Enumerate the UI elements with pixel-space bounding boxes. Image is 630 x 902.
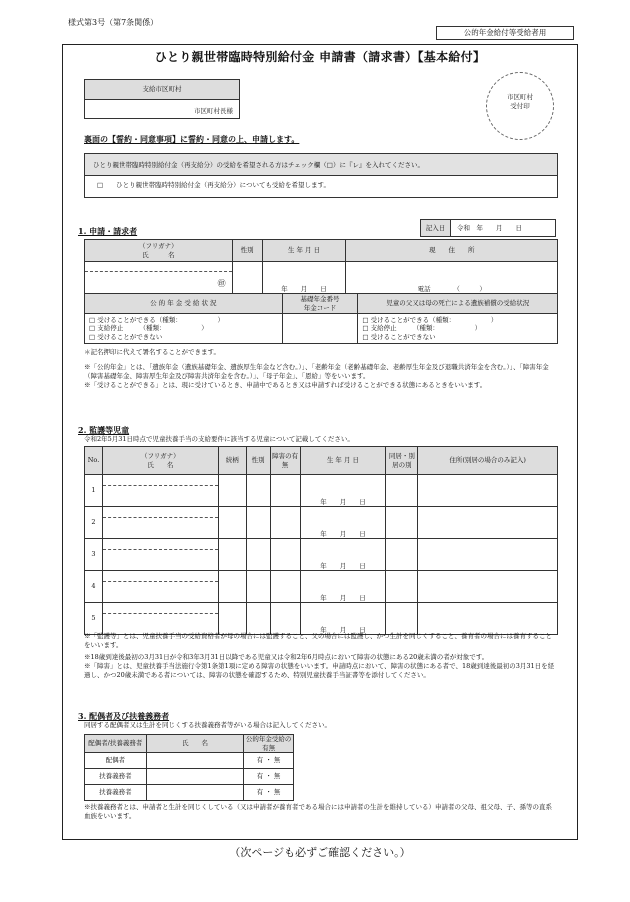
- family-name-field[interactable]: [146, 753, 244, 769]
- pension-table: [84, 293, 558, 344]
- pension-option-2[interactable]: □ 支給停止 （種類： ）: [89, 324, 208, 333]
- child-birthdate-field[interactable]: 年 月 日: [300, 507, 386, 539]
- pension-option-3[interactable]: □ 受けることができない: [89, 332, 163, 341]
- child-name-field[interactable]: [102, 603, 218, 635]
- family-name-field[interactable]: [146, 769, 244, 785]
- applicant-gender-field[interactable]: [232, 262, 262, 294]
- section1-notes: ＊記名押印に代えて署名することができます。 ※「公的年金」とは、「遺族年金（遺族基礎年金、遺族厚生年金など含む。）」、「老齢年金（老齢基礎年金、老齢厚生年金及び退職共済年金を含む。）」、「障害年金（障害基礎年金、障害厚生年金及び障害共済年金を含む。）」、「母子年金」、「恩給」等をいいます。 ※「受けることができる」とは、現に受けているとき、申請中であるとき又は申請すれば受けることができる状態にあるときをいいます。: [84, 348, 549, 390]
- yes-no-toggle[interactable]: 有 ・ 無: [244, 753, 294, 769]
- child-name-field[interactable]: [102, 539, 218, 571]
- form-title: ひとり親世帯臨時特別給付金 申請書（請求書）【基本給付】: [154, 50, 486, 64]
- applicant-name-field[interactable]: [85, 262, 233, 294]
- name-header: （フリガナ） 氏 名: [85, 240, 233, 262]
- municipality-label: 支給市区町村: [85, 80, 239, 100]
- bereaved-option-2[interactable]: □ 支給停止 （種類： ）: [362, 324, 482, 333]
- resupply-instruction: ひとり親世帯臨時特別給付金（再支給分）の受給を希望される方はチェック欄（□）に『レ』を入れてください。: [85, 154, 557, 176]
- yes-no-toggle[interactable]: 有 ・ 無: [244, 769, 294, 785]
- child-address-header: 住所(別居の場合のみ記入): [418, 447, 558, 475]
- table-row: 5 年 月 日: [85, 603, 558, 635]
- table-row: 3 年 月 日: [85, 539, 558, 571]
- entry-date-label: 記入日: [421, 220, 451, 236]
- table-row: 扶養義務者 有 ・ 無: [85, 785, 294, 801]
- bereaved-option-1[interactable]: □ 受けることができる（種類： ）: [362, 316, 498, 325]
- pledge-text: 裏面の【誓約・同意事項】に誓約・同意の上、申請します。: [84, 134, 300, 144]
- birthdate-header: 生 年 月 日: [262, 240, 346, 262]
- resupply-box: [84, 153, 558, 198]
- child-birthdate-header: 生 年 月 日: [300, 447, 386, 475]
- disability-header: 障害の有無: [270, 447, 300, 475]
- table-row: 2 年 月 日: [85, 507, 558, 539]
- applicant-address-field[interactable]: [346, 262, 558, 294]
- no-header: No.: [85, 447, 103, 475]
- cohabit-header: 同居・別居の別: [386, 447, 418, 475]
- section2-notes: ※「監護等」とは、児童扶養手当の受給資格者が母の場合には監護すること、父の場合には監護し、かつ生計を同じくすること、養育者の場合には養育することをいいます。 ※18歳到達後最初の3月31日が令和3年3月31日以降である児童又は令和2年6月時点において障害の状態にある20歳未満の者が対象です。 ※「障害」とは、児童扶養手当法施行令第1条第1項に定める障害の状態をいいます。申請時点において、障害の状態にある者で、18歳到達後最初の3月31日を経過し、かつ20歳未満である者については、障害の状態を確認するため、特別児童扶養手当証書等を添付してください。: [84, 632, 555, 680]
- section3-note: ※扶養義務者とは、申請者と生計を同じくしている（又は申請者が養育者である場合には申請者の生計を維持している）申請者の父母、祖父母、子、孫等の直系血族をいいます。: [84, 803, 552, 821]
- reception-stamp-area: [486, 72, 554, 140]
- child-gender-header: 性別: [246, 447, 270, 475]
- table-row: 配偶者 有 ・ 無: [85, 753, 294, 769]
- bereaved-status-header: 児童の父又は母の死亡による遺族補償の受給状況: [358, 294, 558, 314]
- child-name-field[interactable]: [102, 571, 218, 603]
- pension-option-1[interactable]: □ 受けることができる（種類： ）: [89, 316, 224, 325]
- pension-status-options[interactable]: [85, 314, 283, 344]
- recipient-box: [84, 79, 240, 119]
- seal-icon: ㊞: [217, 279, 226, 288]
- pension-number-header: 基礎年金番号 年金コード: [282, 294, 358, 314]
- child-birthdate-field[interactable]: 年 月 日: [300, 603, 386, 635]
- relation-header: 続柄: [218, 447, 246, 475]
- pension-status-header: 公 的 年 金 受 給 状 況: [85, 294, 283, 314]
- section1-heading: 1. 申請・請求者: [78, 226, 138, 236]
- resupply-option[interactable]: □ ひとり親世帯臨時特別給付金（再支給分）についても受給を希望します。: [97, 181, 331, 189]
- table-row: 4 年 月 日: [85, 571, 558, 603]
- table-row: 1 年 月 日: [85, 475, 558, 507]
- children-table: [84, 446, 558, 635]
- child-birthdate-field[interactable]: 年 月 日: [300, 539, 386, 571]
- applicant-table: [84, 239, 558, 294]
- entry-date-box: [420, 219, 556, 237]
- mayor-label: 市区町村長様: [194, 107, 233, 115]
- child-name-field[interactable]: [102, 475, 218, 507]
- checkbox-icon[interactable]: □: [97, 181, 104, 189]
- child-birthdate-field[interactable]: 年 月 日: [300, 475, 386, 507]
- section3-intro: 同居する配偶者又は生計を同じくする扶養義務者等がいる場合は記入してください。: [84, 721, 331, 729]
- family-type-header: 配偶者/扶養義務者: [85, 735, 147, 753]
- child-name-header: （フリガナ） 氏 名: [102, 447, 218, 475]
- recipient-type-tag: 公的年金給付等受給者用: [436, 26, 574, 40]
- family-pension-header: 公的年金受給の有無: [244, 735, 294, 753]
- entry-date-field[interactable]: 令和 年 月 日: [457, 224, 522, 232]
- phone-label: 電話 （ ）: [417, 284, 486, 293]
- child-birthdate-field[interactable]: 年 月 日: [300, 571, 386, 603]
- address-header: 現 住 所: [346, 240, 558, 262]
- form-number: 様式第3号（第7条関係）: [68, 18, 159, 27]
- stamp-line-2: 受付印: [510, 102, 530, 111]
- pension-number-field[interactable]: [282, 314, 358, 344]
- section2-intro: 令和2年5月31日時点で児童扶養手当の支給要件に該当する児童について記載してください。: [84, 435, 354, 443]
- child-name-field[interactable]: [102, 507, 218, 539]
- yes-no-toggle[interactable]: 有 ・ 無: [244, 785, 294, 801]
- family-table: [84, 734, 294, 801]
- stamp-line-1: 市区町村: [507, 93, 533, 101]
- bereaved-status-options[interactable]: [358, 314, 558, 344]
- section3-heading: 3. 配偶者及び扶養義務者: [78, 711, 170, 721]
- bereaved-option-3[interactable]: □ 受けることができない: [362, 332, 436, 341]
- family-name-header: 氏 名: [146, 735, 244, 753]
- gender-header: 性別: [232, 240, 262, 262]
- table-row: 扶養義務者 有 ・ 無: [85, 769, 294, 785]
- footer-notice: （次ページも必ずご確認ください。）: [229, 846, 411, 859]
- applicant-birthdate-field[interactable]: 年 月 日: [262, 262, 346, 294]
- section2-heading: 2. 監護等児童: [78, 425, 130, 435]
- family-name-field[interactable]: [146, 785, 244, 801]
